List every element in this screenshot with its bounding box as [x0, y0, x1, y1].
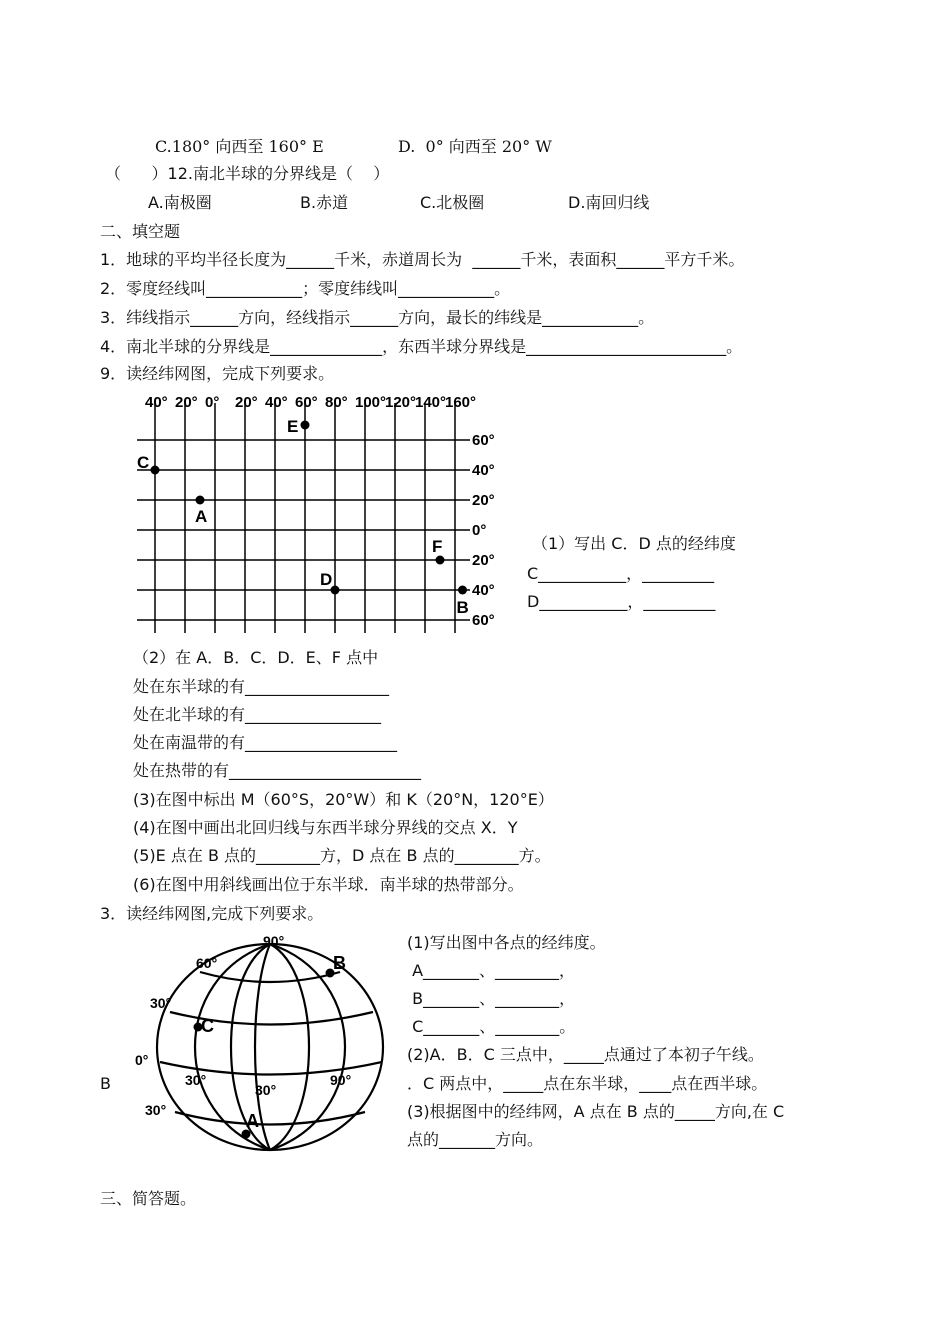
fill-q4: 4．南北半球的分界线是______________，东西半球分界线是_________________________。: [100, 337, 743, 356]
q9-c-answer: C___________，_________: [527, 564, 715, 583]
globe-point-b-label: B: [333, 953, 346, 973]
q9-part3: (3)在图中标出 M（60°S，20°W）和 K（20°N，120°E）: [133, 790, 554, 809]
q12-option-d: D.南回归线: [568, 193, 650, 212]
globe-label-90-east: 90°: [330, 1072, 352, 1088]
grid-right-label: 20°: [472, 492, 495, 509]
q9-part6: (6)在图中用斜线画出位于东半球．南半球的热带部分。: [133, 875, 524, 894]
globe-label-30-west: 30°: [185, 1072, 207, 1088]
fill-q9: 9．读经纬网图，完成下列要求。: [100, 364, 335, 383]
grid-top-label: 160°: [445, 394, 477, 411]
grid-point-c-label: C: [137, 453, 150, 472]
grid-point-a-dot: [196, 496, 205, 505]
grid-point-f-label: F: [432, 537, 443, 556]
grid-top-label: 20°: [235, 394, 258, 411]
grid-point-e-dot: [301, 421, 310, 430]
q9-east-hemisphere: 处在东半球的有__________________: [133, 677, 390, 696]
globe-label-30-north: 30°: [150, 995, 172, 1011]
q3-left-b: B: [100, 1074, 111, 1093]
globe-label-0: 0°: [135, 1052, 149, 1068]
fill-q1: 1．地球的平均半径长度为______千米，赤道周长为 ______千米，表面积______平方千米。: [100, 250, 745, 269]
globe-figure: [130, 932, 400, 1167]
grid-right-label: 60°: [472, 432, 495, 449]
graticule-grid-figure: [125, 385, 515, 640]
grid-point-a-label: A: [195, 507, 208, 526]
q9-south-temperate: 处在南温带的有___________________: [133, 733, 398, 752]
q3-a-answer: A_______、________，: [407, 961, 576, 980]
q12-option-a: A.南极圈: [148, 193, 212, 212]
q9-tropics: 处在热带的有________________________: [133, 761, 422, 780]
grid-top-label: 60°: [295, 394, 318, 411]
q3-part3a: (3)根据图中的经纬网，A 点在 B 点的_____方向,在 C: [407, 1102, 785, 1121]
grid-point-b-dot: [458, 586, 467, 595]
grid-top-label: 0°: [205, 394, 220, 411]
q3-part1: (1)写出图中各点的经纬度。: [407, 933, 606, 952]
q9-part5: (5)E 点在 B 点的________方，D 点在 B 点的________方。: [133, 846, 551, 865]
globe-label-30-south: 30°: [145, 1102, 167, 1118]
grid-point-b-label: B: [456, 598, 469, 617]
globe-label-60: 60°: [196, 955, 218, 971]
grid-top-label: 40°: [145, 394, 168, 411]
grid-top-label: 20°: [175, 394, 198, 411]
q3-part2b: ．C 两点中，_____点在东半球，____点在西半球。: [407, 1074, 768, 1093]
q3-c-answer: C_______、________。: [407, 1017, 576, 1036]
q3-b-answer: B_______、________，: [407, 989, 576, 1008]
grid-right-label: 20°: [472, 552, 495, 569]
q9-part2: （2）在 A．B．C．D．E、F 点中: [133, 648, 379, 667]
q9-d-answer: D___________，_________: [527, 592, 716, 611]
q12-option-b: B.赤道: [300, 193, 349, 212]
q11-option-d: D. 0° 向西至 20° W: [398, 137, 552, 156]
grid-point-d-label: D: [320, 570, 333, 589]
grid-right-label: 40°: [472, 462, 495, 479]
grid-right-label: 0°: [472, 522, 487, 539]
q9-north-hemisphere: 处在北半球的有_________________: [133, 705, 382, 724]
globe-label-30-center: 30°: [255, 1082, 277, 1098]
globe-label-90-top: 90°: [263, 933, 285, 949]
q3-part3b: 点的_______方向。: [407, 1130, 544, 1149]
q12-stem: （ ）12.南北半球的分界线是（ ）: [105, 164, 390, 183]
grid-top-label: 40°: [265, 394, 288, 411]
section-short-answer-heading: 三、简答题。: [100, 1189, 197, 1208]
grid-top-label: 80°: [325, 394, 348, 411]
grid-top-label: 120°: [385, 394, 417, 411]
grid-point-c-dot: [151, 466, 160, 475]
globe-point-a-label: A: [246, 1111, 259, 1131]
q11-option-c: C.180° 向西至 160° E: [155, 137, 324, 156]
q9-part4: (4)在图中画出北回归线与东西半球分界线的交点 X．Y: [133, 818, 518, 837]
q9-part1: （1）写出 C．D 点的经纬度: [532, 534, 736, 553]
grid-top-label: 140°: [415, 394, 447, 411]
fill-q3: 3．纬线指示______方向，经线指示______方向，最长的纬线是____________。: [100, 308, 655, 327]
q3-part2a: (2)A．B．C 三点中，_____点通过了本初子午线。: [407, 1045, 764, 1064]
q12-option-c: C.北极圈: [420, 193, 485, 212]
section-fill-heading: 二、填空题: [100, 222, 181, 241]
grid-right-label: 40°: [472, 582, 495, 599]
fill-q2: 2．零度经线叫____________；零度纬线叫____________。: [100, 279, 511, 298]
globe-point-c-label: C: [201, 1016, 214, 1036]
grid-top-label: 100°: [355, 394, 387, 411]
q3-title: 3．读经纬网图,完成下列要求。: [100, 904, 324, 923]
grid-right-label: 60°: [472, 612, 495, 629]
grid-point-f-dot: [436, 556, 445, 565]
grid-point-e-label: E: [287, 417, 299, 436]
